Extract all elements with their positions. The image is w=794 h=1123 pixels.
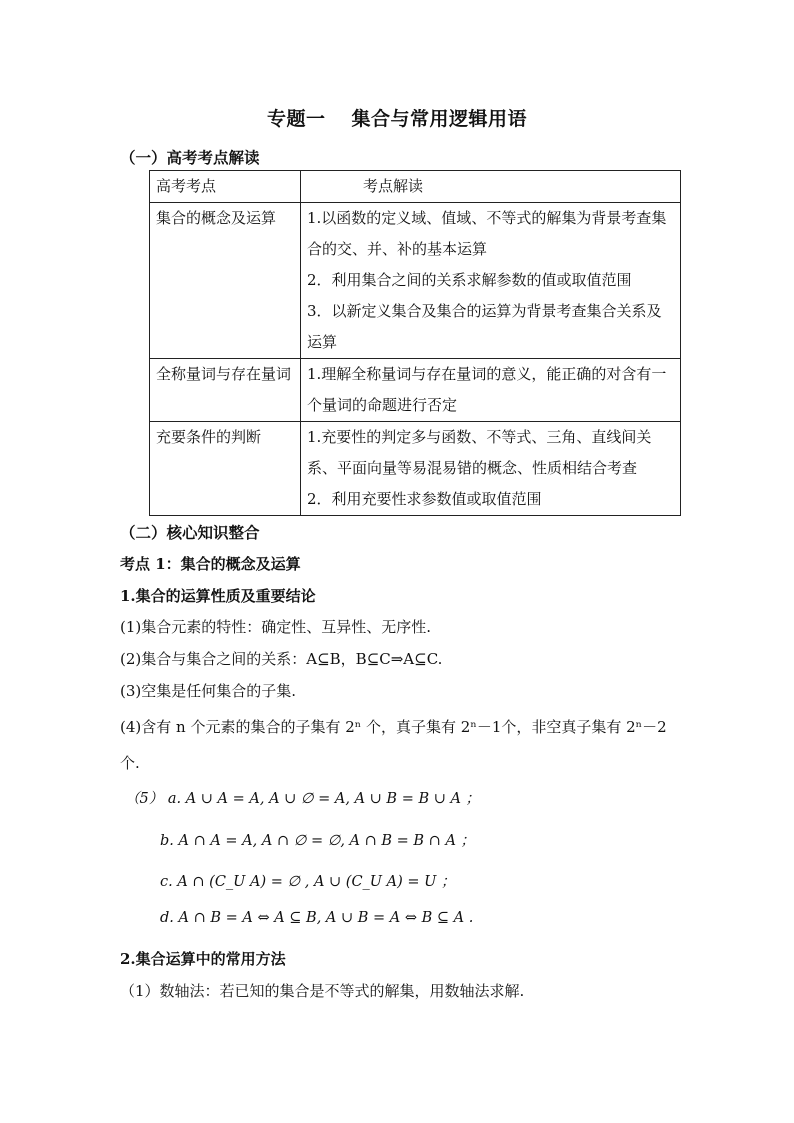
method-1: （1）数轴法：若已知的集合是不等式的解集，用数轴法求解.	[120, 982, 525, 1000]
header-interpretation: 考点解读	[301, 171, 681, 203]
row-interpretation	[301, 203, 681, 359]
interpretation-line: 3．以新定义集合及集合的运算为背景考查集合关系及运算	[307, 302, 662, 351]
item-4-line-2: 个.	[120, 754, 140, 772]
interpretation-line: 2．利用充要性求参数值或取值范围	[307, 490, 542, 508]
interpretation-line: 1.以函数的定义域、值域、不等式的解集为背景考查集合的交、并、补的基本运算	[307, 209, 667, 258]
section-heading-2: （二）核心知识整合	[120, 523, 260, 542]
subheading-1: 1.集合的运算性质及重要结论	[120, 587, 316, 605]
header-topic: 高考考点	[150, 171, 301, 203]
row-topic: 充要条件的判断	[150, 422, 301, 516]
page-title	[0, 104, 794, 131]
table-row	[150, 203, 681, 359]
formula-b: b. A ∩ A = A, A ∩ ∅ = ∅, A ∩ B = B ∩ A ；	[160, 833, 476, 849]
kaodian-heading: 考点 1：集合的概念及运算	[120, 555, 301, 573]
subheading-2: 2.集合运算中的常用方法	[120, 950, 286, 968]
item-4-line-1: (4)含有 n 个元素的集合的子集有 2ⁿ 个，真子集有 2ⁿ－1个，非空真子集有 2ⁿ－2	[120, 718, 667, 736]
row-interpretation	[301, 422, 681, 516]
title-part2: 集合与常用逻辑用语	[351, 108, 528, 130]
exam-points-table	[149, 170, 681, 516]
interpretation-line: 1.理解全称量词与存在量词的意义，能正确的对含有一个量词的命题进行否定	[307, 365, 667, 414]
table-row	[150, 359, 681, 422]
row-topic: 全称量词与存在量词	[150, 359, 301, 422]
table-row	[150, 422, 681, 516]
interpretation-line: 2．利用集合之间的关系求解参数的值或取值范围	[307, 271, 632, 289]
item-2: (2)集合与集合之间的关系：A⊆B，B⊆C⇒A⊆C.	[120, 650, 443, 668]
section-heading-1: （一）高考考点解读	[120, 148, 260, 167]
formula-d: d. A ∩ B = A ⇔ A ⊆ B, A ∪ B = A ⇔ B ⊆ A .	[160, 910, 474, 926]
table-header-row	[150, 171, 681, 203]
interpretation-line: 1.充要性的判定多与函数、不等式、三角、直线间关系、平面向量等易混易错的概念、性质相结合考查	[307, 428, 652, 477]
formula-c: c. A ∩ (C_U A) = ∅ , A ∪ (C_U A) = U ；	[160, 874, 456, 890]
item-1: (1)集合元素的特性：确定性、互异性、无序性.	[120, 618, 432, 636]
row-interpretation	[301, 359, 681, 422]
formula-a: （5） a. A ∪ A = A, A ∪ ∅ = A, A ∪ B = B ∪ A ；	[125, 791, 481, 807]
item-3: (3)空集是任何集合的子集.	[120, 682, 297, 700]
title-part1: 专题一	[266, 108, 326, 130]
row-topic: 集合的概念及运算	[150, 203, 301, 359]
